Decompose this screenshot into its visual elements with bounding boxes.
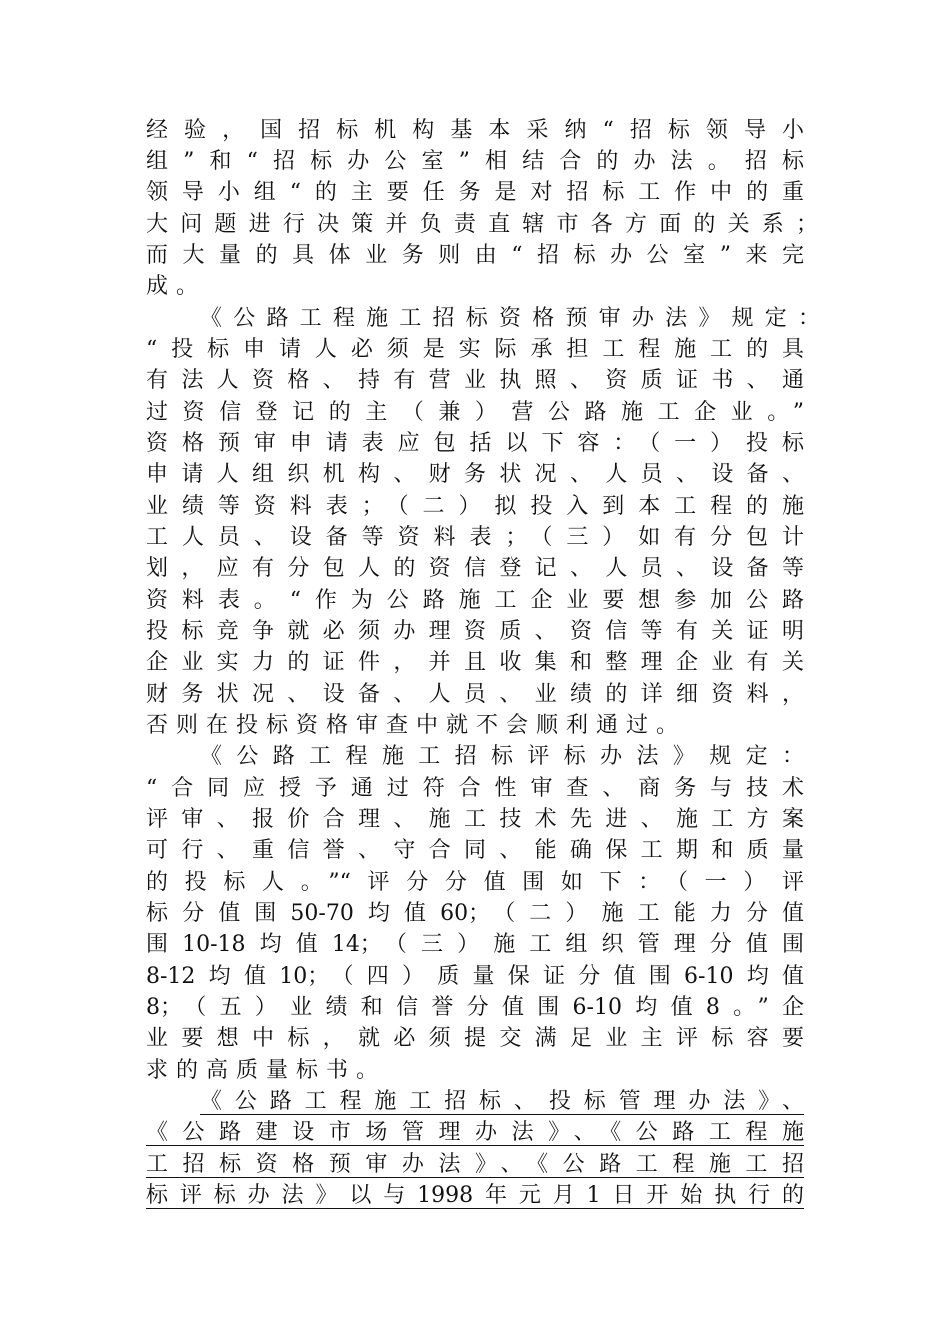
text-line: 求的高质量标书。 — [146, 1058, 387, 1083]
text-line: 企业实力的证件，并且收集和整理企业有关 — [146, 650, 804, 675]
paragraph-first-line: 《公路工程施工招标评标办法》规定： — [200, 744, 804, 769]
text-line: 领导小组“的主要任务是对招标工作中的重 — [146, 180, 804, 205]
underlined-paragraph-first-line: 《公路工程施工招标、投标管理办法》、 — [200, 1089, 804, 1114]
underlined-text-line: 标评标办法》以与1998年元月1日开始执行的 — [146, 1183, 804, 1208]
text-line: 过资信登记的主（兼）营公路施工企业。” — [146, 400, 804, 425]
text-line: 评审、报价合理、施工技术先进、施工方案 — [146, 807, 804, 832]
text-line: 而大量的具体业务则由“招标办公室”来完 — [146, 243, 804, 268]
text-line: 8-12均值10；（四）质量保证分值围6-10均值 — [146, 964, 804, 989]
text-line: 大问题进行决策并负责直辖市各方面的关系； — [146, 212, 818, 237]
text-line: 划，应有分包人的资信登记、人员、设备等 — [146, 556, 804, 581]
text-line: 围10-18均值14；（三）施工组织管理分值围 — [146, 932, 804, 957]
text-line: 可行、重信誉、守合同、能确保工期和质量 — [146, 838, 804, 863]
text-line: 业绩等资料表；（二）拟投入到本工程的施 — [146, 494, 804, 519]
text-line: 经验，国招标机构基本采纳“招标领导小 — [146, 118, 804, 143]
text-line: 业要想中标，就必须提交满足业主评标容要 — [146, 1026, 804, 1051]
text-line: 工人员、设备等资料表；（三）如有分包计 — [146, 525, 804, 550]
text-line: 组”和“招标办公室”相结合的办法。招标 — [146, 149, 804, 174]
text-line: 标分值围50-70均值60；（二）施工能力分值 — [146, 901, 804, 926]
text-line: 有法人资格、持有营业执照、资质证书、通 — [146, 368, 804, 393]
text-line: 否则在投标资格审查中就不会顺利通过。 — [146, 713, 687, 738]
text-line: 资料表。“作为公路施工企业要想参加公路 — [146, 588, 804, 613]
text-line: 申请人组织机构、财务状况、人员、设备、 — [146, 462, 804, 487]
paragraph-first-line: 《公路工程施工招标资格预审办法》规定： — [200, 306, 820, 331]
text-line: 8；（五）业绩和信誉分值围6-10均值8。”企 — [146, 995, 804, 1020]
underlined-text-line: 《公路建设市场管理办法》、《公路工程施 — [146, 1120, 804, 1145]
text-line: 资格预审申请表应包括以下容：（一）投标 — [146, 431, 804, 456]
text-line: “投标申请人必须是实际承担工程施工的具 — [146, 337, 804, 362]
text-line: 的投标人。”“评分分值围如下：（一）评 — [146, 870, 804, 895]
text-line: 财务状况、设备、人员、业绩的详细资料， — [146, 682, 804, 707]
text-line: “合同应授予通过符合性审查、商务与技术 — [146, 776, 804, 801]
text-line: 成。 — [146, 274, 207, 299]
underlined-text-line: 工招标资格预审办法》、《公路工程施工招 — [146, 1152, 804, 1177]
text-line: 投标竞争就必须办理资质、资信等有关证明 — [146, 619, 804, 644]
